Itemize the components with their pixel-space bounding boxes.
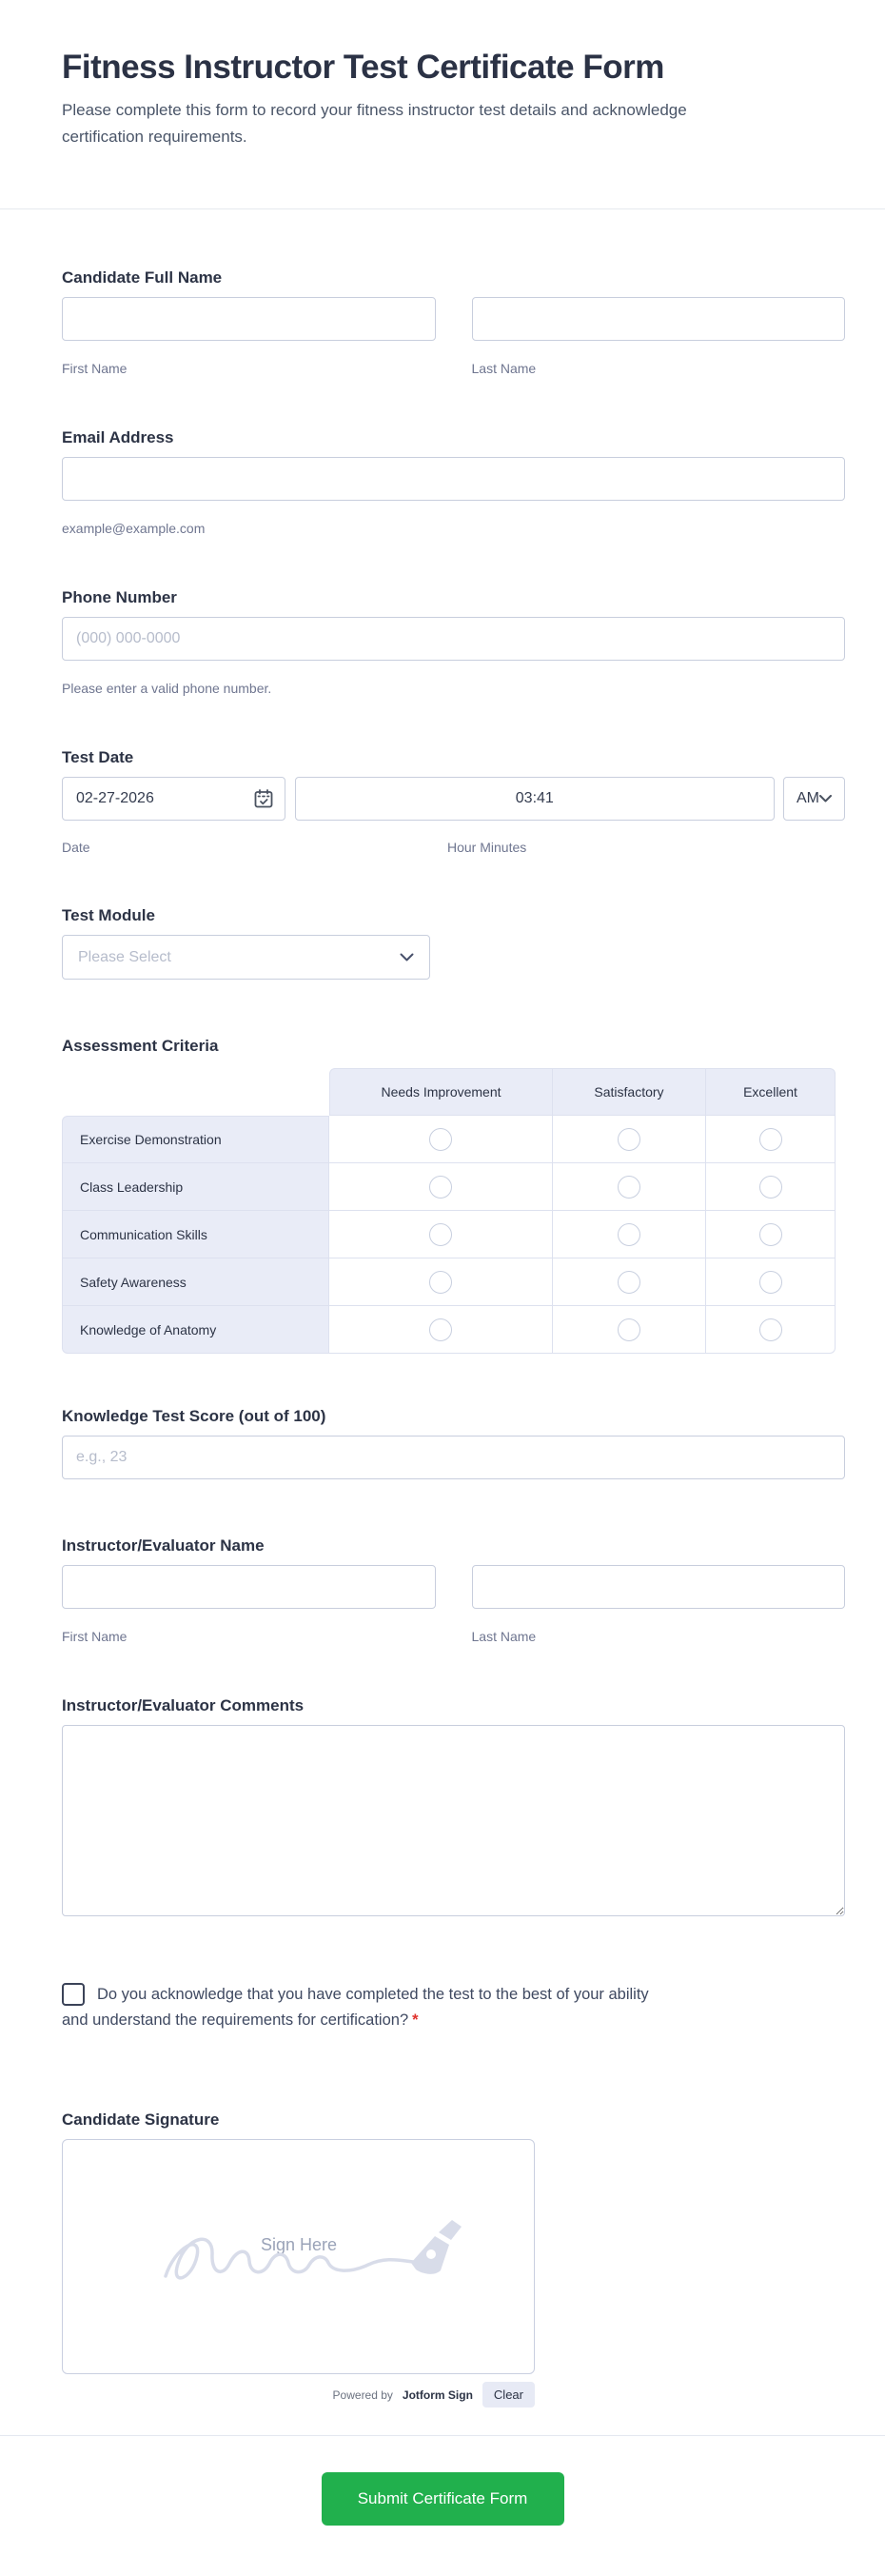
field-comments <box>62 1696 845 1921</box>
field-email <box>62 428 845 537</box>
chevron-down-icon <box>819 795 832 803</box>
pen-nib-icon <box>411 2220 462 2274</box>
test-module-label: Test Module <box>62 906 155 924</box>
radio-communication-skills-needs-improvement[interactable] <box>429 1223 452 1246</box>
score-label: Knowledge Test Score (out of 100) <box>62 1407 326 1425</box>
matrix-cell <box>329 1258 553 1306</box>
evaluator-last-name-input[interactable] <box>472 1565 846 1609</box>
sign-here-text: Sign Here <box>260 2235 338 2254</box>
date-input[interactable] <box>62 777 285 821</box>
matrix-cell <box>706 1258 836 1306</box>
matrix-cell <box>329 1116 553 1163</box>
radio-safety-awareness-excellent[interactable] <box>759 1271 782 1294</box>
matrix-cell <box>553 1306 706 1354</box>
matrix-cell <box>553 1258 706 1306</box>
comments-textarea[interactable] <box>62 1725 845 1916</box>
ampm-value: AM <box>796 790 819 806</box>
assessment-label: Assessment Criteria <box>62 1037 219 1055</box>
field-test-module <box>62 906 845 980</box>
required-asterisk: * <box>412 2011 419 2029</box>
matrix-row-label: Knowledge of Anatomy <box>62 1306 329 1354</box>
powered-by-text: Powered by <box>332 2388 393 2402</box>
matrix-cell <box>706 1116 836 1163</box>
candidate-last-name-input[interactable] <box>472 297 846 341</box>
matrix-cell <box>329 1163 553 1211</box>
matrix-cell <box>329 1306 553 1354</box>
candidate-name-label: Candidate Full Name <box>62 268 223 287</box>
matrix-row-label: Exercise Demonstration <box>62 1116 329 1163</box>
first-name-sublabel: First Name <box>62 361 128 376</box>
candidate-first-name-input[interactable] <box>62 297 436 341</box>
radio-knowledge-of-anatomy-excellent[interactable] <box>759 1318 782 1341</box>
form-subtitle: Please complete this form to record your fitness instructor test details and acknowledge certification requirements. <box>62 101 687 146</box>
ampm-select[interactable] <box>783 777 845 821</box>
evaluator-name-label: Instructor/Evaluator Name <box>62 1536 265 1555</box>
email-input[interactable] <box>62 457 845 501</box>
last-name-sublabel: Last Name <box>471 361 537 376</box>
matrix-column-header: Excellent <box>706 1068 836 1116</box>
time-sublabel: Hour Minutes <box>447 840 527 855</box>
phone-input[interactable] <box>62 617 845 661</box>
signature-footer <box>62 2382 535 2408</box>
matrix-row-label: Class Leadership <box>62 1163 329 1211</box>
radio-knowledge-of-anatomy-needs-improvement[interactable] <box>429 1318 452 1341</box>
matrix-cell <box>329 1211 553 1258</box>
radio-exercise-demonstration-excellent[interactable] <box>759 1128 782 1151</box>
time-input[interactable] <box>295 777 775 821</box>
matrix-cell <box>706 1211 836 1258</box>
matrix-column-header: Needs Improvement <box>329 1068 553 1116</box>
assessment-matrix <box>62 1068 845 1354</box>
phone-sublabel: Please enter a valid phone number. <box>62 681 272 696</box>
radio-class-leadership-excellent[interactable] <box>759 1176 782 1199</box>
form-header <box>0 0 885 208</box>
signature-placeholder-art <box>63 2140 535 2374</box>
radio-class-leadership-needs-improvement[interactable] <box>429 1176 452 1199</box>
test-date-label: Test Date <box>62 748 134 766</box>
email-label: Email Address <box>62 428 174 446</box>
evaluator-first-name-input[interactable] <box>62 1565 436 1609</box>
matrix-cell <box>706 1306 836 1354</box>
acknowledgment-text: Do you acknowledge that you have completed the test to the best of your ability and understand the requirements for certification? <box>62 1986 649 2029</box>
test-module-placeholder: Please Select <box>78 948 171 965</box>
radio-exercise-demonstration-satisfactory[interactable] <box>618 1128 640 1151</box>
field-candidate-name <box>62 268 845 377</box>
score-input[interactable] <box>62 1436 845 1479</box>
date-sublabel: Date <box>62 840 90 855</box>
first-name-sublabel: First Name <box>62 1629 128 1644</box>
field-phone <box>62 588 845 697</box>
matrix-cell <box>553 1116 706 1163</box>
matrix-cell <box>553 1163 706 1211</box>
radio-exercise-demonstration-needs-improvement[interactable] <box>429 1128 452 1151</box>
radio-communication-skills-satisfactory[interactable] <box>618 1223 640 1246</box>
submit-button[interactable]: Submit Certificate Form <box>322 2472 564 2526</box>
email-sublabel: example@example.com <box>62 521 206 536</box>
last-name-sublabel: Last Name <box>471 1629 537 1644</box>
radio-knowledge-of-anatomy-satisfactory[interactable] <box>618 1318 640 1341</box>
radio-communication-skills-excellent[interactable] <box>759 1223 782 1246</box>
radio-class-leadership-satisfactory[interactable] <box>618 1176 640 1199</box>
form-footer <box>0 2436 885 2576</box>
test-module-select[interactable] <box>62 935 430 980</box>
field-assessment-criteria <box>62 1037 845 1354</box>
signature-label: Candidate Signature <box>62 2110 220 2129</box>
signature-pad[interactable] <box>62 2139 535 2374</box>
field-evaluator-name <box>62 1536 845 1645</box>
phone-label: Phone Number <box>62 588 177 606</box>
clear-signature-button[interactable]: Clear <box>482 2382 535 2408</box>
field-test-date <box>62 748 845 855</box>
acknowledgment-row <box>62 1982 671 2033</box>
matrix-corner-cell <box>62 1068 329 1116</box>
jotform-sign-brand: Jotform Sign <box>402 2388 473 2402</box>
radio-safety-awareness-needs-improvement[interactable] <box>429 1271 452 1294</box>
field-score <box>62 1407 845 1479</box>
comments-label: Instructor/Evaluator Comments <box>62 1696 305 1714</box>
matrix-column-header: Satisfactory <box>553 1068 706 1116</box>
acknowledgment-checkbox[interactable] <box>62 1983 85 2006</box>
matrix-row-label: Communication Skills <box>62 1211 329 1258</box>
form-body <box>0 209 885 2435</box>
matrix-cell <box>706 1163 836 1211</box>
field-signature <box>62 2110 845 2408</box>
matrix-cell <box>553 1211 706 1258</box>
radio-safety-awareness-satisfactory[interactable] <box>618 1271 640 1294</box>
page-title: Fitness Instructor Test Certificate Form <box>62 49 664 86</box>
matrix-row-label: Safety Awareness <box>62 1258 329 1306</box>
chevron-down-icon <box>400 953 414 961</box>
